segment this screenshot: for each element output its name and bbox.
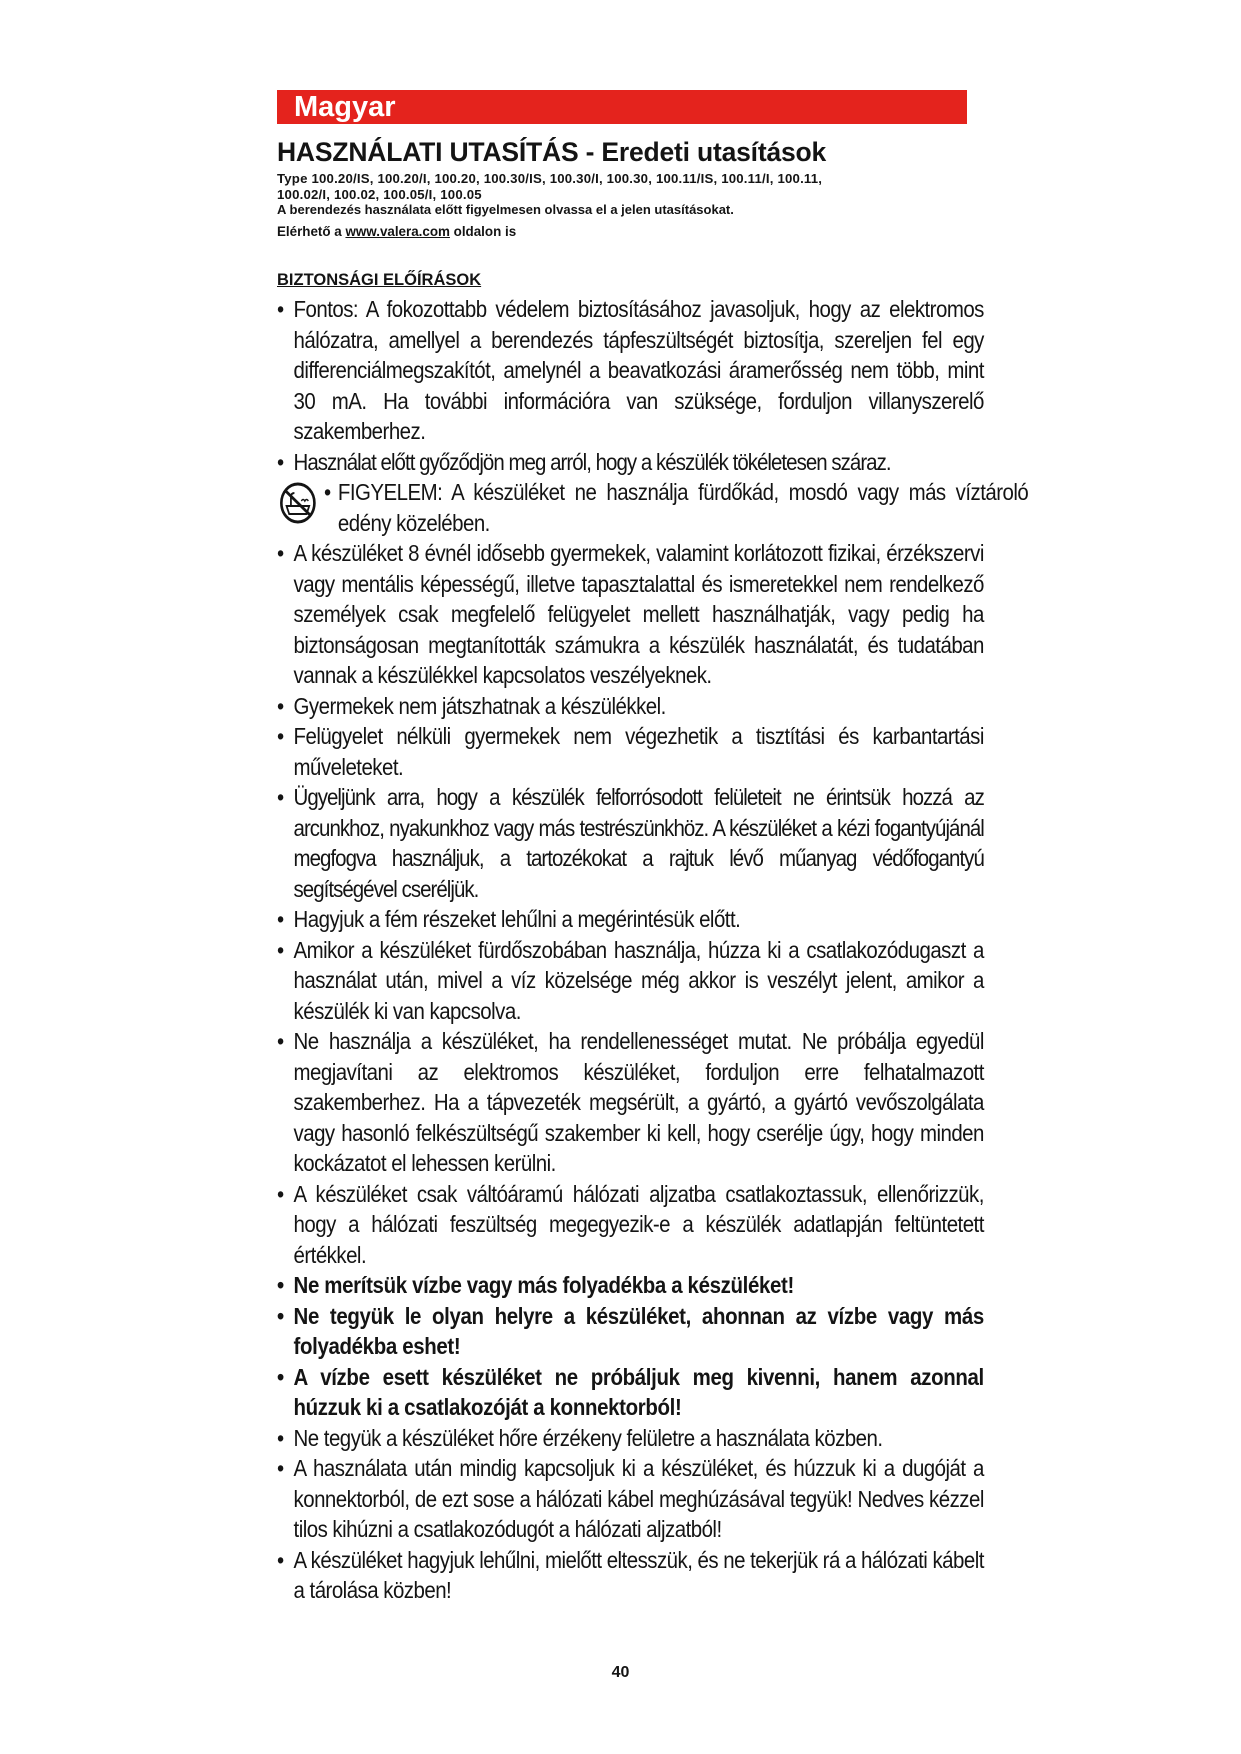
safety-item: • A készüléket hagyjuk lehűlni, mielőtt eltesszük, és ne tekerjük rá a hálózati kábelt a tárolása közben! (277, 1546, 984, 1603)
safety-item: • Fontos: A fokozottabb védelem biztosításához javasoljuk, hogy az elektromos hálózatra, amellyel a berendezés tápfeszültségét biztosítja, szereljen fel egy differenciálmegszakítót, amelynél a beavatkozási áramerősség nem több, mint 30 mA. Ha további információra van szüksége, forduljon villanyszerelő szakemberhez. (277, 296, 984, 444)
bullet: • (277, 936, 284, 963)
safety-item-bold: • Ne tegyük le olyan helyre a készüléket, ahonnan az vízbe vagy más folyadékba eshet! (277, 1302, 984, 1359)
availability-note (277, 224, 967, 239)
safety-item-warning: • FIGYELEM: A készüléket ne használja fürdőkád, mosdó vagy más víztároló edény közelében. (277, 477, 1028, 538)
safety-item: • Ne tegyük a készüléket hőre érzékeny felületre a használata közben. (277, 1423, 984, 1454)
bullet: • (277, 1546, 284, 1573)
safety-item-bold: • Ne merítsük vízbe vagy más folyadékba a készüléket! (277, 1270, 984, 1301)
bullet: • (277, 1180, 284, 1207)
read-instructions-note: A berendezés használata előtt figyelmesen olvassa el a jelen utasításokat. (277, 202, 734, 217)
model-types-line-2: 100.02/I, 100.02, 100.05/I, 100.05 (277, 186, 482, 202)
bullet: • (277, 723, 284, 749)
document-title: HASZNÁLATI UTASÍTÁS - Eredeti utasítások (277, 137, 827, 167)
page-number: 40 (611, 1664, 630, 1681)
no-bathtub-icon (277, 481, 319, 525)
safety-item-bold: • A vízbe esett készüléket ne próbáljuk meg kivenni, hanem azonnal húzzuk ki a csatlakozóját a konnektorból! (277, 1363, 984, 1420)
safety-item: • Ügyeljünk arra, hogy a készülék felforrósodott felületeit ne érintsük hozzá az arcunkhoz, nyakunkhoz vagy más testrészünkhöz. A készüléket a kézi fogantyújánál megfogva használjuk, a tartozékokat a rajtuk lévő műanyag védőfogantyú segítségével cseréljük. (277, 784, 984, 902)
safety-item: • Amikor a készüléket fürdőszobában használja, húzza ki a csatlakozódugaszt a használat után, mivel a víz közelsége még akkor is veszélyt jelent, amikor a készülék ki van kapcsolva. (277, 936, 984, 1024)
bullet: • (277, 1272, 284, 1298)
availability-prefix: Elérhető a (277, 224, 346, 239)
safety-list (277, 294, 1029, 1606)
bullet: • (323, 479, 331, 505)
safety-item: • Használat előtt győződjön meg arról, hogy a készülék tökéletesen száraz. (277, 447, 984, 478)
safety-item: • Felügyelet nélküli gyermekek nem végezhetik a tisztítási és karbantartási műveleteket. (277, 723, 984, 780)
safety-item: • Hagyjuk a fém részeket lehűlni a megérintésük előtt. (277, 904, 984, 935)
bullet: • (277, 906, 284, 932)
bullet: • (277, 1424, 284, 1451)
availability-suffix: oldalon is (449, 224, 517, 239)
bullet: • (277, 1302, 284, 1329)
model-types (277, 171, 967, 202)
bullet: • (277, 296, 284, 322)
bullet: • (277, 540, 284, 566)
language-bar: Magyar (277, 90, 967, 124)
bullet: • (277, 1455, 284, 1481)
bullet: • (277, 448, 284, 475)
website-link[interactable]: www.valera.com (345, 224, 450, 239)
safety-item: • A készüléket 8 évnél idősebb gyermekek, valamint korlátozott fizikai, érzékszervi vagy mentális képességű, illetve tapasztalattal és ismeretekkel nem rendelkező személyek csak megfelelő felügyelet mellett használhatják, vagy pedig ha biztonságosan megtanították számukra a készülék használatát, és tudatában vannak a készülékkel kapcsolatos veszélyeknek. (277, 540, 984, 688)
safety-item: • A használata után mindig kapcsoljuk ki a készüléket, és húzzuk ki a dugóját a konnektorból, de ezt sose a hálózati kábel meghúzásával tegyük! Nedves kézzel tilos kihúzni a csatlakozódugót a hálózati aljzatból! (277, 1455, 984, 1542)
safety-item: • A készüléket csak váltóáramú hálózati aljzatba csatlakoztassuk, ellenőrizzük, hogy a hálózati feszültség megegyezik-e a készülék adatlapján feltüntetett értékkel. (277, 1180, 984, 1268)
safety-section-heading: BIZTONSÁGI ELŐÍRÁSOK (277, 271, 482, 289)
safety-item: • Ne használja a készüléket, ha rendellenességet mutat. Ne próbálja egyedül megjavítani az elektromos készüléket, forduljon erre felhatalmazott szakemberhez. Ha a tápvezeték megsérült, a gyártó, a gyártó vevőszolgálata vagy hasonló felkészültségű szakember ki kell, hogy cserélje úgy, hogy minden kockázatot el lehessen kerülni. (277, 1028, 984, 1176)
bullet: • (277, 692, 284, 719)
manual-page (277, 90, 1029, 1606)
model-types-line-1: Type 100.20/IS, 100.20/I, 100.20, 100.30/IS, 100.30/I, 100.30, 100.11/IS, 100.11/I, 100.11, (277, 171, 823, 186)
bullet: • (277, 1363, 284, 1390)
bullet: • (277, 784, 284, 810)
bullet: • (277, 1028, 284, 1054)
safety-item: • Gyermekek nem játszhatnak a készülékkel. (277, 691, 984, 722)
